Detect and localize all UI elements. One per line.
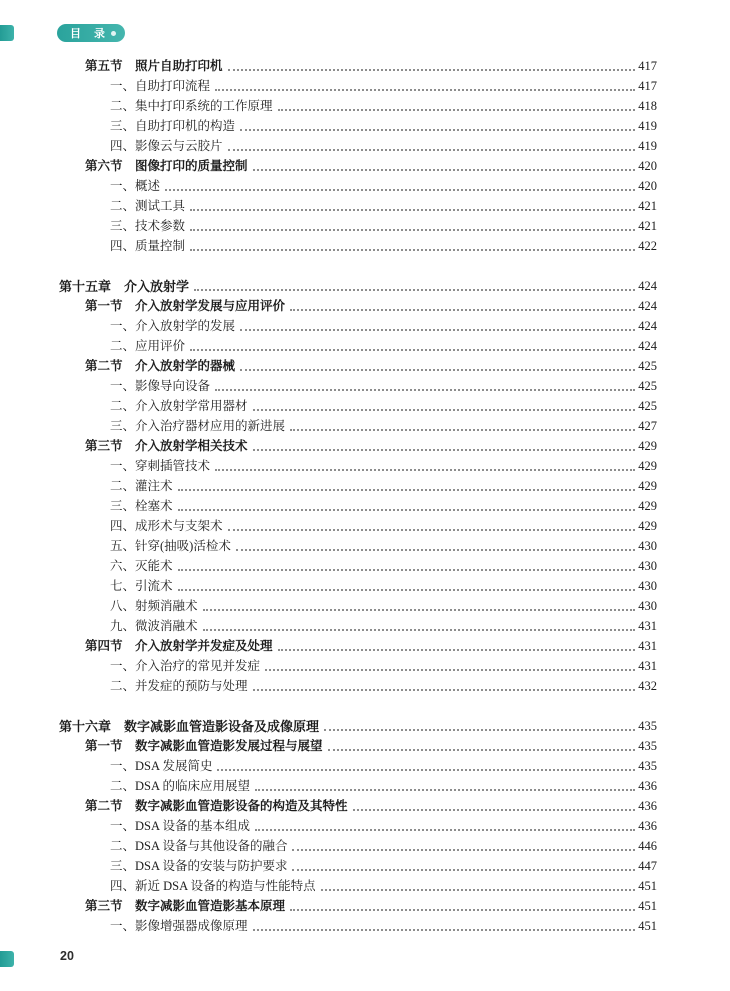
toc-page-number: 420 bbox=[638, 159, 657, 173]
toc-page-number: 425 bbox=[638, 379, 657, 393]
toc-entry-label: 第十五章 介入放射学 bbox=[59, 279, 190, 294]
toc-row bbox=[59, 816, 657, 836]
toc-entry-label: 二、并发症的预防与处理 bbox=[110, 679, 248, 693]
toc-entry-label: 三、自助打印机的构造 bbox=[110, 119, 236, 133]
toc-row bbox=[59, 176, 657, 196]
toc-entry-label: 三、DSA 设备的安装与防护要求 bbox=[110, 859, 288, 873]
toc-row bbox=[59, 876, 657, 896]
toc-entry-label: 第十六章 数字减影血管造影设备及成像原理 bbox=[59, 719, 320, 734]
toc-page-number: 427 bbox=[638, 419, 657, 433]
toc-row bbox=[59, 916, 657, 936]
toc-page-number: 435 bbox=[638, 759, 657, 773]
toc-entry-label: 二、DSA 的临床应用展望 bbox=[110, 779, 250, 793]
toc-page-number: 429 bbox=[638, 519, 657, 533]
toc-row bbox=[59, 236, 657, 256]
toc-dot-leader bbox=[292, 849, 635, 851]
toc-row bbox=[59, 856, 657, 876]
toc-list bbox=[59, 56, 657, 936]
toc-entry-label: 三、技术参数 bbox=[110, 219, 186, 233]
toc-row bbox=[59, 636, 657, 656]
toc-dot-leader bbox=[278, 109, 636, 111]
toc-row bbox=[59, 496, 657, 516]
toc-entry-label: 第三节 数字减影血管造影基本原理 bbox=[85, 899, 286, 913]
toc-dot-leader bbox=[178, 509, 636, 511]
toc-row bbox=[59, 676, 657, 696]
toc-entry-label: 一、DSA 发展简史 bbox=[110, 759, 213, 773]
toc-entry-label: 第四节 介入放射学并发症及处理 bbox=[85, 639, 273, 653]
toc-page-number: 429 bbox=[638, 499, 657, 513]
toc-row bbox=[59, 336, 657, 356]
toc-page-number: 431 bbox=[638, 639, 657, 653]
toc-dot-leader bbox=[215, 89, 635, 91]
toc-entry-label: 九、微波消融术 bbox=[110, 619, 198, 633]
toc-page-number: 451 bbox=[638, 919, 657, 933]
toc-dot-leader bbox=[240, 369, 635, 371]
toc-row bbox=[59, 156, 657, 176]
toc-dot-leader bbox=[240, 129, 635, 131]
toc-page-number: 421 bbox=[638, 199, 657, 213]
toc-entry-label: 第一节 数字减影血管造影发展过程与展望 bbox=[85, 739, 323, 753]
toc-dot-leader bbox=[228, 149, 636, 151]
toc-entry-label: 一、影像导向设备 bbox=[110, 379, 211, 393]
toc-header-badge bbox=[57, 24, 125, 42]
toc-dot-leader bbox=[321, 889, 636, 891]
toc-page-number: 430 bbox=[638, 579, 657, 593]
header-edge-tab bbox=[0, 25, 14, 41]
toc-page-number: 429 bbox=[638, 479, 657, 493]
toc-entry-label: 二、集中打印系统的工作原理 bbox=[110, 99, 273, 113]
toc-row bbox=[59, 376, 657, 396]
toc-entry-label: 二、测试工具 bbox=[110, 199, 186, 213]
toc-dot-leader bbox=[253, 689, 636, 691]
toc-dot-leader bbox=[290, 309, 635, 311]
toc-dot-leader bbox=[203, 629, 636, 631]
toc-page-number: 447 bbox=[638, 859, 657, 873]
toc-entry-label: 一、影像增强器成像原理 bbox=[110, 919, 248, 933]
toc-row bbox=[59, 56, 657, 76]
toc-dot-leader bbox=[328, 749, 636, 751]
toc-page-number: 417 bbox=[638, 59, 657, 73]
toc-row bbox=[59, 136, 657, 156]
toc-entry-label: 三、栓塞术 bbox=[110, 499, 173, 513]
toc-dot-leader bbox=[228, 529, 636, 531]
toc-page-number: 422 bbox=[638, 239, 657, 253]
toc-dot-leader bbox=[228, 69, 636, 71]
toc-page-number: 425 bbox=[638, 399, 657, 413]
toc-entry-label: 一、DSA 设备的基本组成 bbox=[110, 819, 250, 833]
toc-page-number: 436 bbox=[638, 779, 657, 793]
toc-entry-label: 六、灭能术 bbox=[110, 559, 173, 573]
toc-entry-label: 二、介入放射学常用器材 bbox=[110, 399, 248, 413]
toc-row bbox=[59, 96, 657, 116]
toc-dot-leader bbox=[217, 769, 635, 771]
toc-dot-leader bbox=[240, 329, 635, 331]
toc-entry-label: 一、介入治疗的常见并发症 bbox=[110, 659, 261, 673]
toc-entry-label: 八、射频消融术 bbox=[110, 599, 198, 613]
toc-page-number: 451 bbox=[638, 879, 657, 893]
toc-entry-label: 四、成形术与支架术 bbox=[110, 519, 223, 533]
toc-page-number: 435 bbox=[638, 739, 657, 753]
toc-entry-label: 五、针穿(抽吸)活检术 bbox=[110, 539, 231, 553]
toc-row bbox=[59, 296, 657, 316]
toc-page-number: 424 bbox=[638, 279, 657, 293]
toc-page-number: 432 bbox=[638, 679, 657, 693]
toc-entry-label: 第五节 照片自助打印机 bbox=[85, 59, 223, 73]
toc-dot-leader bbox=[203, 609, 636, 611]
toc-row bbox=[59, 656, 657, 676]
toc-page-number: 424 bbox=[638, 299, 657, 313]
toc-page-number: 430 bbox=[638, 599, 657, 613]
toc-page-number: 435 bbox=[638, 719, 657, 733]
toc-entry-label: 一、自助打印流程 bbox=[110, 79, 211, 93]
toc-page-number: 429 bbox=[638, 459, 657, 473]
toc-page-number: 420 bbox=[638, 179, 657, 193]
toc-page-number: 429 bbox=[638, 439, 657, 453]
toc-row bbox=[59, 616, 657, 636]
toc-row bbox=[59, 396, 657, 416]
toc-row bbox=[59, 576, 657, 596]
footer-edge-tab bbox=[0, 951, 14, 967]
toc-page-number: 430 bbox=[638, 539, 657, 553]
toc-page-number: 451 bbox=[638, 899, 657, 913]
toc-page-number: 421 bbox=[638, 219, 657, 233]
toc-row bbox=[59, 476, 657, 496]
toc-entry-label: 四、新近 DSA 设备的构造与性能特点 bbox=[110, 879, 316, 893]
toc-dot-leader bbox=[165, 189, 635, 191]
toc-dot-leader bbox=[353, 809, 636, 811]
toc-dot-leader bbox=[190, 349, 635, 351]
toc-row bbox=[59, 716, 657, 736]
toc-dot-leader bbox=[290, 429, 635, 431]
toc-row bbox=[59, 196, 657, 216]
toc-dot-leader bbox=[194, 289, 635, 291]
toc-dot-leader bbox=[190, 229, 635, 231]
toc-dot-leader bbox=[278, 649, 636, 651]
footer-page-number: 20 bbox=[60, 949, 74, 963]
toc-dot-leader bbox=[178, 489, 636, 491]
toc-page-number: 419 bbox=[638, 139, 657, 153]
toc-dot-leader bbox=[253, 929, 636, 931]
toc-row bbox=[59, 756, 657, 776]
toc-dot-leader bbox=[215, 389, 635, 391]
toc-row bbox=[59, 836, 657, 856]
toc-entry-label: 二、应用评价 bbox=[110, 339, 186, 353]
toc-page-number: 425 bbox=[638, 359, 657, 373]
toc-dot-leader bbox=[324, 729, 635, 731]
toc-row bbox=[59, 516, 657, 536]
toc-entry-label: 第一节 介入放射学发展与应用评价 bbox=[85, 299, 286, 313]
toc-page-number: 430 bbox=[638, 559, 657, 573]
toc-dot-leader bbox=[253, 409, 636, 411]
toc-entry-label: 二、DSA 设备与其他设备的融合 bbox=[110, 839, 288, 853]
toc-entry-label: 第二节 介入放射学的器械 bbox=[85, 359, 236, 373]
toc-entry-label: 一、介入放射学的发展 bbox=[110, 319, 236, 333]
toc-page-number: 417 bbox=[638, 79, 657, 93]
toc-entry-label: 一、穿刺插管技术 bbox=[110, 459, 211, 473]
toc-page-number: 436 bbox=[638, 799, 657, 813]
badge-dot-icon bbox=[111, 31, 116, 36]
toc-page-number: 431 bbox=[638, 659, 657, 673]
toc-row bbox=[59, 316, 657, 336]
toc-entry-label: 第三节 介入放射学相关技术 bbox=[85, 439, 248, 453]
toc-row bbox=[59, 416, 657, 436]
toc-page-number: 418 bbox=[638, 99, 657, 113]
toc-row bbox=[59, 556, 657, 576]
toc-row bbox=[59, 356, 657, 376]
toc-page-number: 446 bbox=[638, 839, 657, 853]
toc-page-number: 424 bbox=[638, 319, 657, 333]
toc-dot-leader bbox=[255, 789, 635, 791]
toc-row bbox=[59, 796, 657, 816]
toc-row bbox=[59, 216, 657, 236]
toc-row bbox=[59, 536, 657, 556]
toc-entry-label: 一、概述 bbox=[110, 179, 161, 193]
toc-dot-leader bbox=[190, 209, 635, 211]
toc-entry-label: 三、介入治疗器材应用的新进展 bbox=[110, 419, 286, 433]
toc-page-number: 436 bbox=[638, 819, 657, 833]
toc-dot-leader bbox=[290, 909, 635, 911]
toc-row bbox=[59, 116, 657, 136]
toc-page-number: 431 bbox=[638, 619, 657, 633]
toc-dot-leader bbox=[190, 249, 635, 251]
toc-dot-leader bbox=[253, 449, 636, 451]
toc-page-number: 419 bbox=[638, 119, 657, 133]
toc-dot-leader bbox=[215, 469, 635, 471]
toc-row bbox=[59, 276, 657, 296]
toc-dot-leader bbox=[178, 589, 636, 591]
toc-entry-label: 第二节 数字减影血管造影设备的构造及其特性 bbox=[85, 799, 348, 813]
toc-row bbox=[59, 436, 657, 456]
toc-dot-leader bbox=[292, 869, 635, 871]
toc-row bbox=[59, 76, 657, 96]
toc-entry-label: 第六节 图像打印的质量控制 bbox=[85, 159, 248, 173]
toc-row bbox=[59, 736, 657, 756]
toc-entry-label: 二、灌注术 bbox=[110, 479, 173, 493]
toc-page-number: 424 bbox=[638, 339, 657, 353]
toc-dot-leader bbox=[255, 829, 635, 831]
toc-dot-leader bbox=[253, 169, 636, 171]
toc-row bbox=[59, 596, 657, 616]
toc-entry-label: 四、影像云与云胶片 bbox=[110, 139, 223, 153]
toc-dot-leader bbox=[178, 569, 636, 571]
toc-entry-label: 七、引流术 bbox=[110, 579, 173, 593]
toc-header-label: 目 录 bbox=[70, 28, 111, 40]
toc-dot-leader bbox=[265, 669, 635, 671]
toc-row bbox=[59, 776, 657, 796]
toc-row bbox=[59, 456, 657, 476]
toc-dot-leader bbox=[236, 549, 635, 551]
toc-entry-label: 四、质量控制 bbox=[110, 239, 186, 253]
toc-row bbox=[59, 896, 657, 916]
